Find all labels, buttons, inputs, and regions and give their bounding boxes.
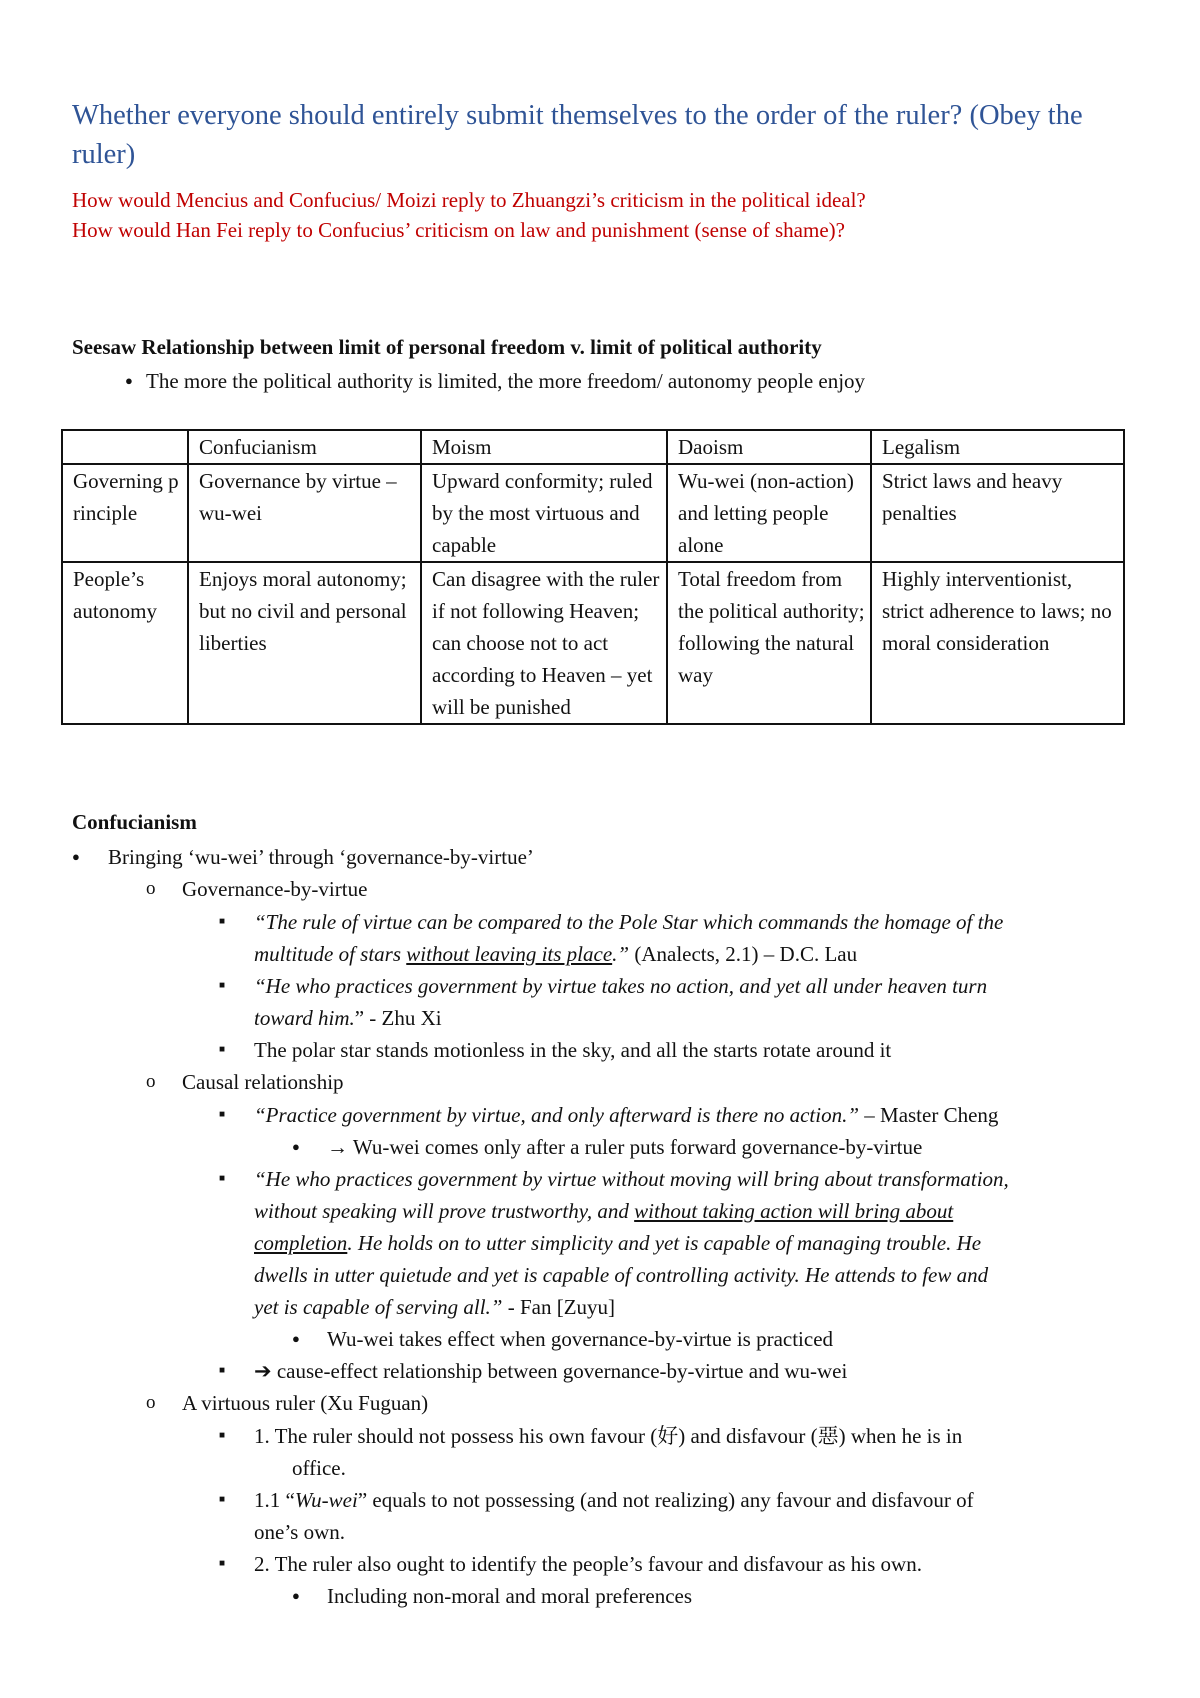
list-item: The polar star stands motionless in the sky, and all the starts rotate around it xyxy=(254,1038,892,1062)
list-item: one’s own. xyxy=(254,1520,345,1544)
quote-line xyxy=(254,1099,998,1131)
table-header-cell: Confucianism xyxy=(188,430,421,464)
table-cell: Governance by virtue – wu-wei xyxy=(188,464,421,562)
square-bullet-icon: ■ xyxy=(219,1044,226,1055)
quote-line xyxy=(254,1227,981,1259)
quote-source: (Analects, 2.1) – D.C. Lau xyxy=(629,942,858,966)
table-header-cell: Daoism xyxy=(667,430,871,464)
list-item-text: cause-effect relationship between governance-by-virtue and wu-wei xyxy=(271,1359,848,1383)
list-item xyxy=(254,1484,974,1516)
quote-line xyxy=(254,1002,442,1034)
quote-line xyxy=(254,1195,953,1227)
table-cell: Strict laws and heavy penalties xyxy=(871,464,1124,562)
list-item-text: ” equals to not possessing (and not realizing) any favour and disfavour of xyxy=(357,1488,974,1512)
table-cell: Upward conformity; ruled by the most virtuous and capable xyxy=(421,464,667,562)
square-bullet-icon: ■ xyxy=(219,1173,226,1184)
level1-item: Bringing ‘wu-wei’ through ‘governance-by-virtue’ xyxy=(108,845,534,869)
bullet-icon: ● xyxy=(72,849,80,864)
list-item: office. xyxy=(292,1456,346,1480)
square-bullet-icon: ■ xyxy=(219,1365,226,1376)
square-bullet-icon: ■ xyxy=(219,1430,226,1441)
subsection-label: A virtuous ruler (Xu Fuguan) xyxy=(182,1391,429,1415)
table-row xyxy=(62,562,1124,724)
circle-bullet-icon: o xyxy=(146,1392,156,1413)
list-item-text: Wu-wei comes only after a ruler puts forward governance-by-virtue xyxy=(348,1135,923,1159)
square-bullet-icon: ■ xyxy=(219,916,226,927)
quote-underlined: without taking action will bring about xyxy=(634,1199,954,1223)
table-cell: Enjoys moral autonomy; but no civil and personal liberties xyxy=(188,562,421,724)
table-cell: Total freedom from the political authority; following the natural way xyxy=(667,562,871,724)
circle-bullet-icon: o xyxy=(146,1071,156,1092)
quote-line xyxy=(254,938,857,970)
quote-text: toward him. xyxy=(254,1006,355,1030)
bullet-icon: ● xyxy=(125,373,133,388)
row-label: People’s autonomy xyxy=(62,562,188,724)
list-item-text: 1.1 “ xyxy=(254,1488,295,1512)
quote-text: “Practice government by virtue, and only afterward is there no action.” xyxy=(254,1103,860,1127)
quote-source: – Master Cheng xyxy=(859,1103,999,1127)
list-item: Wu-wei takes effect when governance-by-virtue is practiced xyxy=(327,1327,834,1351)
quote-line: “The rule of virtue can be compared to the Pole Star which commands the homage of the xyxy=(254,910,1004,934)
bullet-icon: ● xyxy=(292,1331,300,1346)
table-row xyxy=(62,464,1124,562)
quote-text: . He holds on to utter simplicity and yet is capable of managing trouble. He xyxy=(347,1231,982,1255)
table-cell: Wu-wei (non-action) and letting people alone xyxy=(667,464,871,562)
bullet-icon: ● xyxy=(292,1588,300,1603)
question-1: How would Mencius and Confucius/ Moizi reply to Zhuangzi’s criticism in the political ideal? xyxy=(72,188,866,212)
quote-text: yet is capable of serving all.” xyxy=(254,1295,503,1319)
square-bullet-icon: ■ xyxy=(219,1558,226,1569)
table-cell: Can disagree with the ruler if not following Heaven; can choose not to act according to Heaven – yet will be punished xyxy=(421,562,667,724)
quote-line: “He who practices government by virtue without moving will bring about transformation, xyxy=(254,1167,1009,1191)
quote-text: without speaking will prove trustworthy, and xyxy=(254,1199,635,1223)
quote-line: “He who practices government by virtue takes no action, and yet all under heaven turn xyxy=(254,974,988,998)
question-2: How would Han Fei reply to Confucius’ criticism on law and punishment (sense of shame)? xyxy=(72,218,845,242)
confucianism-heading: Confucianism xyxy=(72,810,197,834)
quote-line xyxy=(254,1291,615,1323)
list-item: Including non-moral and moral preferences xyxy=(327,1584,693,1608)
quote-source: ” - Zhu Xi xyxy=(354,1006,442,1030)
subsection-label: Governance-by-virtue xyxy=(182,877,368,901)
subsection-label: Causal relationship xyxy=(182,1070,344,1094)
table-header-cell: Moism xyxy=(421,430,667,464)
quote-underlined: without leaving its place xyxy=(406,942,613,966)
square-bullet-icon: ■ xyxy=(219,1494,226,1505)
table-cell: Highly interventionist, strict adherence to laws; no moral consideration xyxy=(871,562,1124,724)
square-bullet-icon: ■ xyxy=(219,980,226,991)
table-header-row xyxy=(62,430,1124,464)
quote-text: .” xyxy=(612,942,630,966)
square-bullet-icon: ■ xyxy=(219,1109,226,1120)
seesaw-heading: Seesaw Relationship between limit of personal freedom v. limit of political authority xyxy=(72,335,822,359)
arrow-right-icon: ➔ xyxy=(254,1359,272,1383)
quote-underlined: completion xyxy=(254,1231,348,1255)
list-item: 2. The ruler also ought to identify the people’s favour and disfavour as his own. xyxy=(254,1552,922,1576)
list-item xyxy=(327,1131,922,1163)
table-header-cell: Legalism xyxy=(871,430,1124,464)
arrow-right-icon: → xyxy=(327,1135,348,1159)
list-item-italic: Wu-wei xyxy=(294,1488,358,1512)
seesaw-bullet: The more the political authority is limited, the more freedom/ autonomy people enjoy xyxy=(146,369,866,393)
list-item: 1. The ruler should not possess his own favour (好) and disfavour (惡) when he is in xyxy=(254,1424,963,1448)
row-label: Governing principle xyxy=(62,464,188,562)
quote-source: - Fan [Zuyu] xyxy=(502,1295,616,1319)
quote-line: dwells in utter quietude and yet is capable of controlling activity. He attends to few and xyxy=(254,1263,989,1287)
page-title: Whether everyone should entirely submit themselves to the order of the ruler? (Obey the ruler) xyxy=(72,100,1083,170)
comparison-table xyxy=(61,429,1125,725)
quote-text: multitude of stars xyxy=(254,942,407,966)
list-item xyxy=(254,1355,847,1387)
bullet-icon: ● xyxy=(292,1139,300,1154)
table-header-cell xyxy=(62,430,188,464)
circle-bullet-icon: o xyxy=(146,878,156,899)
